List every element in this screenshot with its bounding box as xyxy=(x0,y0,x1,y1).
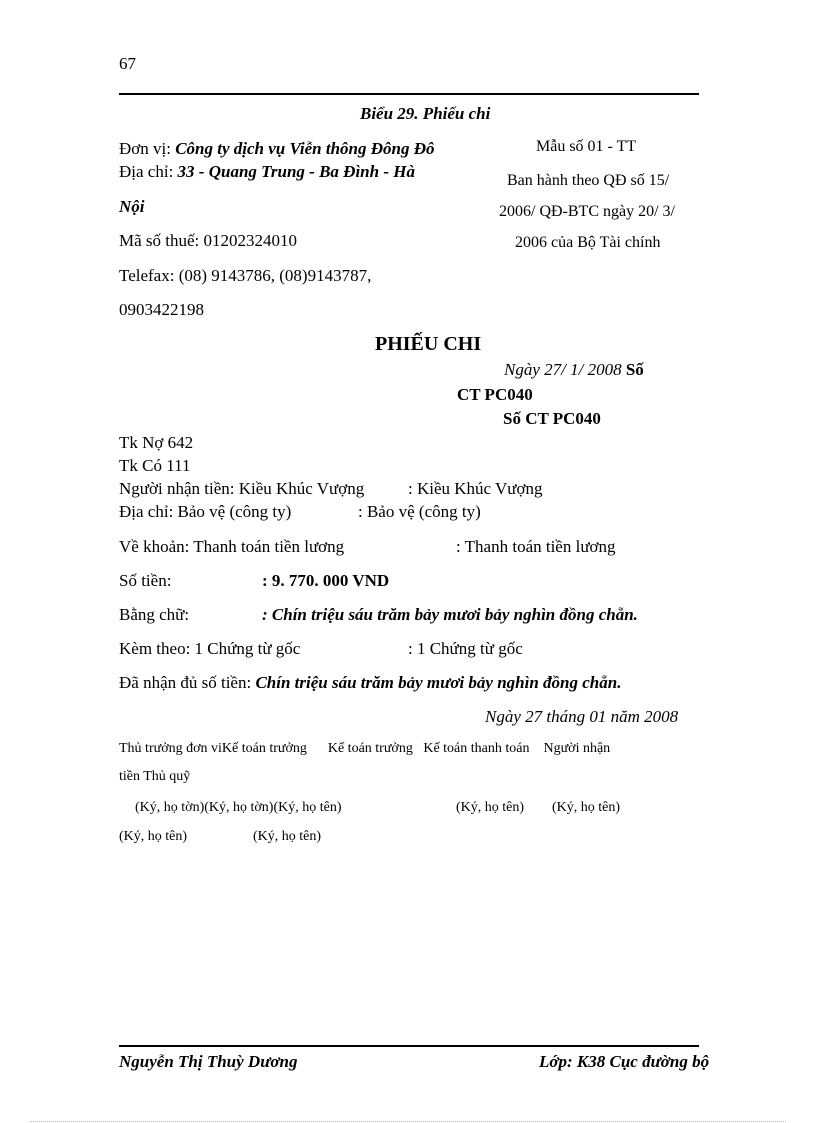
attached-label: Kèm theo: 1 Chứng từ gốc xyxy=(119,639,301,658)
sign-note: (Ký, họ tên) xyxy=(456,800,525,815)
telefax-value: (08) 9143786, (08)9143787, xyxy=(178,266,372,285)
reason-label: Về khoản: Thanh toán tiền lương xyxy=(119,537,345,556)
document-heading: Biểu 29. Phiếu chi xyxy=(360,104,491,123)
footer-author: Nguyễn Thị Thuỳ Dương xyxy=(119,1052,298,1071)
recipient-value: : Kiều Khúc Vượng xyxy=(408,479,543,498)
debit-account: Tk Nợ 642 xyxy=(119,433,194,452)
sign-note: (Ký, họ tên) xyxy=(119,829,188,844)
form-info-line: Ban hành theo QĐ số 15/ xyxy=(507,172,670,189)
received-label: Đã nhận đủ số tiền: xyxy=(119,673,252,692)
reason-value: : Thanh toán tiền lương xyxy=(456,537,616,556)
recipient-label: Người nhận tiền: Kiều Khúc Vượng xyxy=(119,479,365,498)
ct-number: CT PC040 xyxy=(457,385,533,404)
recipient-address-label: Địa chỉ: Bảo vệ (công ty) xyxy=(119,502,292,521)
page-edge xyxy=(30,1121,786,1122)
in-words-value: : Chín triệu sáu trăm bảy mươi bảy nghìn đồng chẵn. xyxy=(262,605,638,624)
footer-rule xyxy=(119,1045,699,1047)
sign-date: Ngày 27 tháng 01 năm 2008 xyxy=(485,707,679,726)
unit-value: Công ty dịch vụ Viễn thông Đông Đô xyxy=(175,139,435,158)
tax-label: Mã số thuế: xyxy=(119,231,200,250)
voucher-title: PHIẾU CHI xyxy=(375,333,482,355)
address-label: Địa chỉ: xyxy=(119,162,174,181)
received-value: Chín triệu sáu trăm bảy mươi bảy nghìn đồng chẵn. xyxy=(255,673,622,692)
address-value: 33 - Quang Trung - Ba Đình - Hà xyxy=(177,162,415,181)
recipient-address-value: : Bảo vệ (công ty) xyxy=(358,502,481,521)
attached-value: : 1 Chứng từ gốc xyxy=(408,639,523,658)
form-info-line: 2006 của Bộ Tài chính xyxy=(515,234,661,251)
ct-number-full: Số CT PC040 xyxy=(503,409,601,428)
date-line xyxy=(504,360,644,380)
amount-label: Số tiền: xyxy=(119,571,172,590)
signatories-line-cont: tiền Thủ quỹ xyxy=(119,769,191,784)
unit-line xyxy=(119,139,435,159)
telefax-value-cont: 0903422198 xyxy=(119,300,204,319)
tax-value: 01202324010 xyxy=(203,231,298,250)
header-rule xyxy=(119,93,699,95)
form-info-line: 2006/ QĐ-BTC ngày 20/ 3/ xyxy=(499,203,675,220)
voucher-date: Ngày 27/ 1/ 2008 xyxy=(504,360,622,379)
address-line xyxy=(119,162,415,182)
in-words-label: Bằng chữ: xyxy=(119,605,190,624)
footer-class: Lớp: K38 Cục đường bộ xyxy=(539,1052,710,1071)
signatories-line: Thủ trưởng đơn viKế toán trưởng Kế toán trưởng Kế toán thanh toán Người nhận xyxy=(119,741,611,756)
sign-note: (Ký, họ tên) xyxy=(253,829,322,844)
sign-note: (Ký, họ tên) xyxy=(552,800,621,815)
address-value-cont: Nội xyxy=(119,197,145,216)
sign-note: (Ký, họ tờn)(Ký, họ tờn)(Ký, họ tên) xyxy=(135,800,342,815)
telefax-label: Telefax: xyxy=(119,266,175,285)
received-line xyxy=(119,673,621,693)
credit-account: Tk Có 111 xyxy=(119,456,191,475)
form-info-line: Mẫu số 01 - TT xyxy=(536,138,637,155)
unit-label: Đơn vị: xyxy=(119,139,171,158)
tax-line xyxy=(119,231,297,251)
telefax-line xyxy=(119,266,371,286)
page-number: 67 xyxy=(119,54,136,73)
amount-value: : 9. 770. 000 VND xyxy=(262,571,390,590)
voucher-so: Số xyxy=(625,360,644,379)
